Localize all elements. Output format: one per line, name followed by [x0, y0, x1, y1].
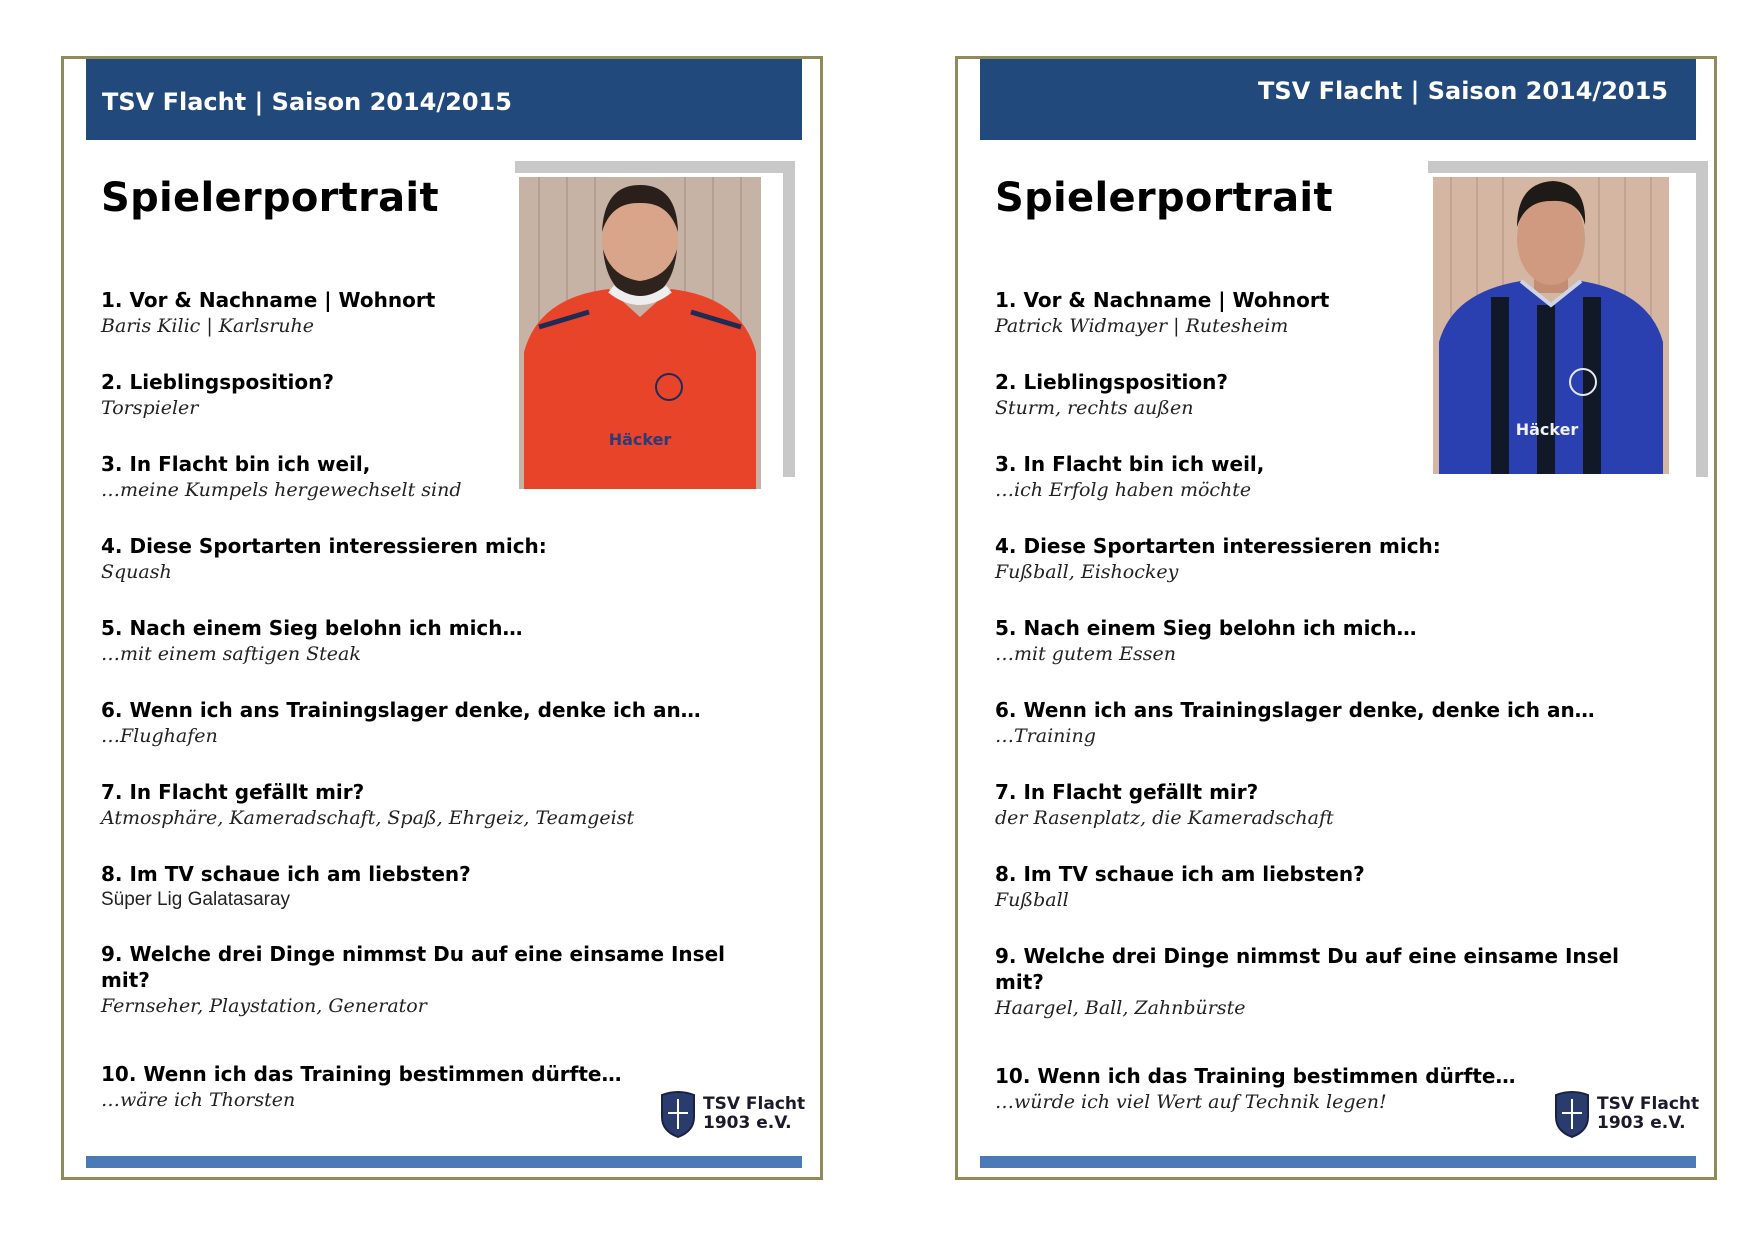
- club-logo-text: [1597, 1095, 1699, 1133]
- answer: …meine Kumpels hergewechselt sind: [101, 479, 462, 501]
- qa-list: [101, 287, 741, 1113]
- qa-item: [101, 861, 741, 913]
- qa-list: [995, 287, 1635, 1115]
- question: 3. In Flacht bin ich weil,: [995, 452, 1265, 476]
- qa-item: [101, 697, 741, 749]
- answer: …Training: [995, 725, 1096, 747]
- question: 5. Nach einem Sieg belohn ich mich…: [995, 616, 1417, 640]
- qa-item: [995, 1063, 1635, 1115]
- club-logo: [1553, 1089, 1699, 1139]
- qa-item: [101, 1061, 741, 1113]
- page-header: [86, 59, 802, 140]
- page-header: [980, 59, 1696, 140]
- qa-item: [995, 779, 1635, 831]
- answer: Sturm, rechts außen: [995, 397, 1194, 419]
- question: 4. Diese Sportarten interessieren mich:: [101, 534, 547, 558]
- question: 2. Lieblingsposition?: [995, 370, 1228, 394]
- answer: der Rasenplatz, die Kameradschaft: [995, 807, 1334, 829]
- portrait-page-right: [955, 56, 1717, 1180]
- answer: Süper Lig Galatasaray: [101, 889, 291, 910]
- question: 4. Diese Sportarten interessieren mich:: [995, 534, 1441, 558]
- question: 5. Nach einem Sieg belohn ich mich…: [101, 616, 523, 640]
- answer: Atmosphäre, Kameradschaft, Spaß, Ehrgeiz, Teamgeist: [101, 807, 635, 829]
- qa-item: [995, 615, 1635, 667]
- qa-item: [995, 943, 1635, 1021]
- frame-bar-right: [1696, 161, 1708, 477]
- footer-bar: [86, 1156, 802, 1168]
- qa-item: [101, 533, 741, 585]
- club-logo-text: [703, 1095, 805, 1133]
- qa-item: [101, 941, 741, 1019]
- question: 1. Vor & Nachname | Wohnort: [995, 288, 1330, 312]
- frame-bar-top: [515, 161, 795, 173]
- qa-item: [995, 451, 1635, 503]
- qa-item: [101, 451, 741, 503]
- answer: Baris Kilic | Karlsruhe: [101, 315, 315, 337]
- portrait-page-left: [61, 56, 823, 1180]
- question: 6. Wenn ich ans Trainingslager denke, denke ich an…: [995, 698, 1595, 722]
- qa-item: [995, 369, 1635, 421]
- answer: Haargel, Ball, Zahnbürste: [995, 997, 1246, 1019]
- club-logo: [659, 1089, 805, 1139]
- frame-bar-right: [783, 161, 795, 477]
- page-title: Spielerportrait: [995, 175, 1333, 221]
- answer: …würde ich viel Wert auf Technik legen!: [995, 1091, 1387, 1113]
- club-year: 1903 e.V.: [703, 1113, 792, 1133]
- answer: Fußball, Eishockey: [995, 561, 1179, 583]
- question: 2. Lieblingsposition?: [101, 370, 334, 394]
- question: 3. In Flacht bin ich weil,: [101, 452, 371, 476]
- question: 8. Im TV schaue ich am liebsten?: [101, 862, 471, 886]
- question: 10. Wenn ich das Training bestimmen dürfte…: [101, 1062, 622, 1086]
- question: 6. Wenn ich ans Trainingslager denke, denke ich an…: [101, 698, 701, 722]
- club-name: TSV Flacht: [1597, 1094, 1700, 1114]
- svg-text:Häcker: Häcker: [1515, 420, 1579, 439]
- question: 1. Vor & Nachname | Wohnort: [101, 288, 436, 312]
- club-crest-icon: [1553, 1089, 1591, 1139]
- qa-item: [995, 697, 1635, 749]
- answer: …wäre ich Thorsten: [101, 1089, 296, 1111]
- club-year: 1903 e.V.: [1597, 1113, 1686, 1133]
- header-title: TSV Flacht | Saison 2014/2015: [1258, 77, 1668, 105]
- answer: …mit einem saftigen Steak: [101, 643, 361, 665]
- answer: …Flughafen: [101, 725, 218, 747]
- question: 9. Welche drei Dinge nimmst Du auf eine einsame Insel mit?: [995, 944, 1619, 994]
- answer: Fußball: [995, 889, 1069, 911]
- question: 9. Welche drei Dinge nimmst Du auf eine einsame Insel mit?: [101, 942, 725, 992]
- svg-text:Häcker: Häcker: [608, 430, 672, 449]
- question: 7. In Flacht gefällt mir?: [995, 780, 1259, 804]
- header-title: TSV Flacht | Saison 2014/2015: [102, 88, 512, 116]
- qa-item: [101, 369, 741, 421]
- page-title: Spielerportrait: [101, 175, 439, 221]
- answer: Torspieler: [101, 397, 199, 419]
- qa-item: [995, 287, 1635, 339]
- answer: Patrick Widmayer | Rutesheim: [995, 315, 1289, 337]
- question: 8. Im TV schaue ich am liebsten?: [995, 862, 1365, 886]
- answer: Squash: [101, 561, 172, 583]
- answer: …ich Erfolg haben möchte: [995, 479, 1252, 501]
- qa-item: [995, 533, 1635, 585]
- question: 7. In Flacht gefällt mir?: [101, 780, 365, 804]
- footer-bar: [980, 1156, 1696, 1168]
- qa-item: [101, 779, 741, 831]
- club-name: TSV Flacht: [703, 1094, 806, 1114]
- question: 10. Wenn ich das Training bestimmen dürfte…: [995, 1064, 1516, 1088]
- frame-bar-top: [1428, 161, 1708, 173]
- qa-item: [995, 861, 1635, 913]
- answer: Fernseher, Playstation, Generator: [101, 995, 427, 1017]
- qa-item: [101, 287, 741, 339]
- qa-item: [101, 615, 741, 667]
- club-crest-icon: [659, 1089, 697, 1139]
- answer: …mit gutem Essen: [995, 643, 1176, 665]
